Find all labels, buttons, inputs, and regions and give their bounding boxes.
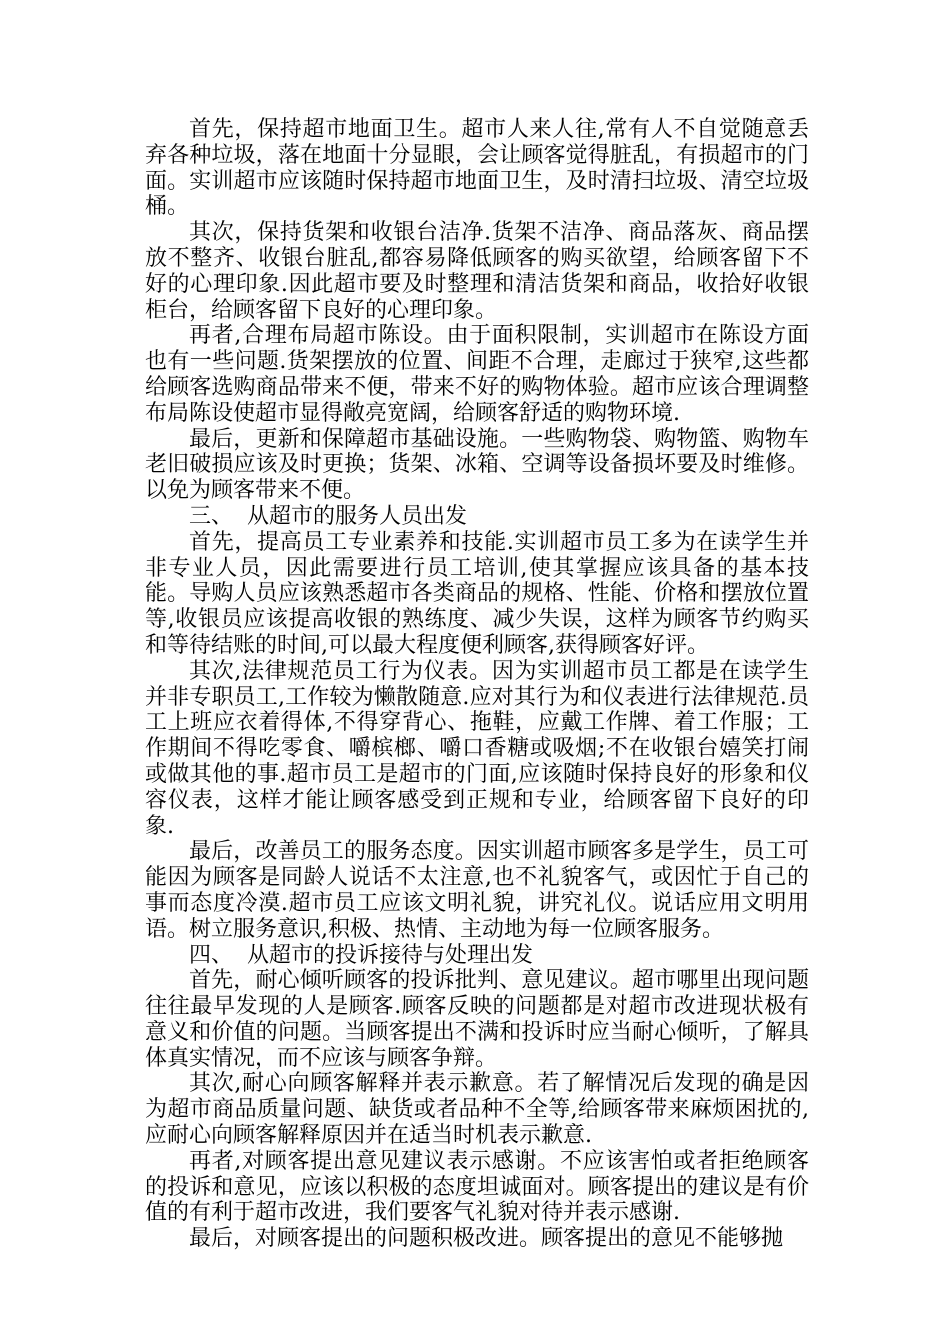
document-body	[145, 117, 809, 1252]
section-heading-staff: 三、 从超市的服务人员出发	[189, 503, 467, 529]
paragraph-improve: 最后，对顾客提出的问题积极改进。顾客提出的意见不能够抛	[189, 1226, 784, 1252]
paragraph-shelf-cleanliness: 其次，保持货架和收银台洁净.货架不洁净、商品落灰、商品摆放不整齐、收银台脏乱,都容易降低顾客的购买欲望，给顾客留下不好的心理印象.因此超市要及时整理和清洁货架和商品，收拾好收银柜台，给顾客留下良好的心理印象。	[145, 220, 809, 323]
paragraph-staff-attitude: 最后，改善员工的服务态度。因实训超市顾客多是学生，员工可能因为顾客是同龄人说话不太注意,也不礼貌客气，或因忙于自己的事而态度冷漠.超市员工应该文明礼貌，讲究礼仪。说话应用文明用语。树立服务意识,积极、热情、主动地为每一位顾客服务。	[145, 839, 809, 942]
section-heading-complaints: 四、 从超市的投诉接待与处理出发	[189, 942, 533, 968]
paragraph-store-layout: 再者,合理布局超市陈设。由于面积限制，实训超市在陈设方面也有一些问题.货架摆放的位置、间距不合理，走廊过于狭窄,这些都给顾客选购商品带来不便，带来不好的购物体验。超市应该合理调整布局陈设使超市显得敞亮宽阔，给顾客舒适的购物环境.	[145, 323, 809, 426]
paragraph-staff-conduct: 其次,法律规范员工行为仪表。因为实训超市员工都是在读学生并非专职员工,工作较为懒散随意.应对其行为和仪表进行法律规范.员工上班应衣着得体,不得穿背心、拖鞋，应戴工作牌、着工作服；工作期间不得吃零食、嚼槟榔、嚼口香糖或吸烟;不在收银台嬉笑打闹或做其他的事.超市员工是超市的门面,应该随时保持良好的形象和仪容仪表，这样才能让顾客感受到正规和专业，给顾客留下良好的印象.	[145, 658, 809, 839]
paragraph-listen-complaints: 首先，耐心倾听顾客的投诉批判、意见建议。超市哪里出现问题往往最早发现的人是顾客.顾客反映的问题都是对超市改进现状极有意义和价值的问题。当顾客提出不满和投诉时应当耐心倾听，了解具体真实情况，而不应该与顾客争辩。	[145, 968, 809, 1071]
paragraph-floor-hygiene: 首先，保持超市地面卫生。超市人来人往,常有人不自觉随意丢弃各种垃圾，落在地面十分显眼，会让顾客觉得脏乱，有损超市的门面。实训超市应该随时保持超市地面卫生，及时清扫垃圾、清空垃圾桶。	[145, 117, 809, 220]
paragraph-facilities: 最后，更新和保障超市基础设施。一些购物袋、购物篮、购物车老旧破损应该及时更换；货架、冰箱、空调等设备损坏要及时维修。以免为顾客带来不便。	[145, 426, 809, 504]
paragraph-thank-customers: 再者,对顾客提出意见建议表示感谢。不应该害怕或者拒绝顾客的投诉和意见，应该以积极的态度坦诚面对。顾客提出的建议是有价值的有利于超市改进，我们要客气礼貌对待并表示感谢.	[145, 1148, 809, 1226]
paragraph-apologize: 其次,耐心向顾客解释并表示歉意。若了解情况后发现的确是因为超市商品质量问题、缺货或者品种不全等,给顾客带来麻烦困扰的,应耐心向顾客解释原因并在适当时机表示歉意.	[145, 1071, 809, 1149]
paragraph-staff-skills: 首先，提高员工专业素养和技能.实训超市员工多为在读学生并非专业人员，因此需要进行员工培训,使其掌握应该具备的基本技能。导购人员应该熟悉超市各类商品的规格、性能、价格和摆放位置等,收银员应该提高收银的熟练度、减少失误，这样为顾客节约购买和等待结账的时间,可以最大程度便利顾客,获得顾客好评。	[145, 529, 809, 658]
